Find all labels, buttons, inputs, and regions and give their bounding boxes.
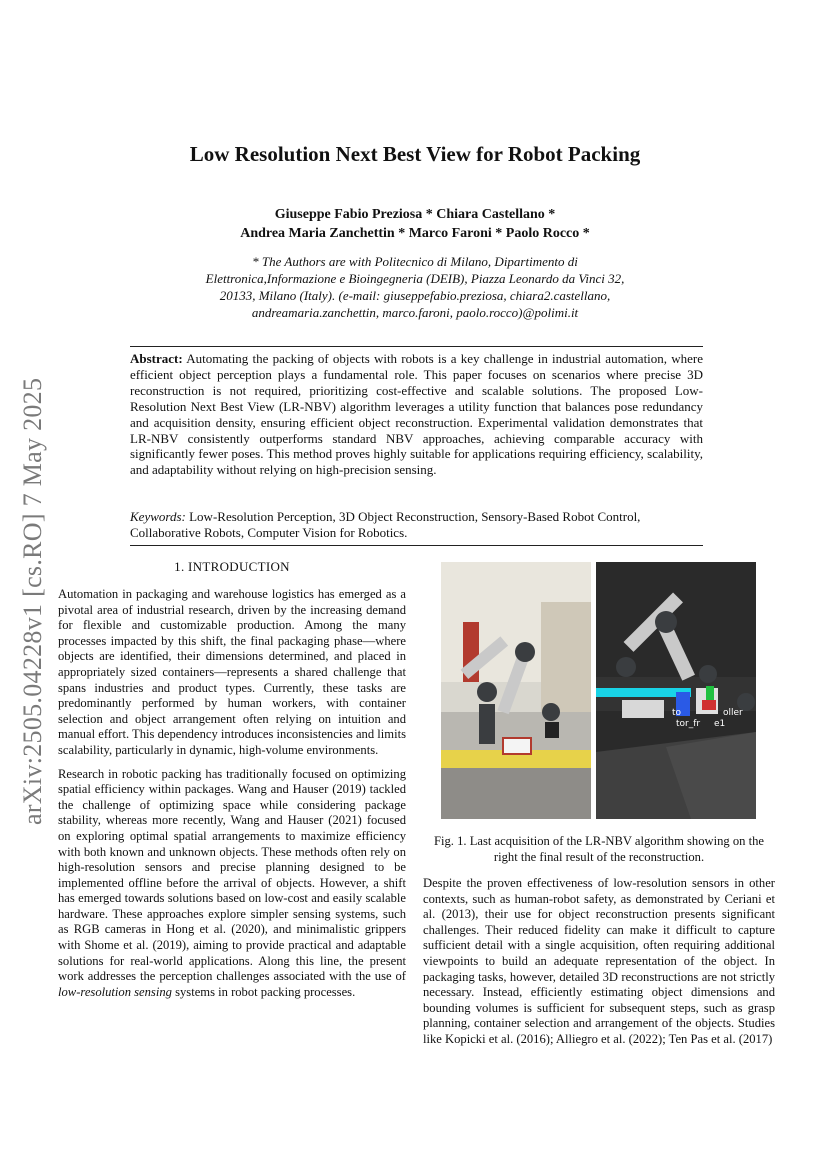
abstract-text: Automating the packing of objects with robots is a key challenge in industrial automation, where efficient object perception plays a fundamental role. This paper focuses on scenarios where precise 3D reconstruction is not required, prioritizing cost-effective and scalable solutions. The proposed Low-Resolution Next Best View (LR-NBV) algorithm leverages a utility function that balances pose redundancy and acquisition density, ensuring efficient object reconstruction. Experimental validation demonstrates that LR-NBV consistently outperforms standard NBV approaches, achieving comparable accuracy with significantly fewer poses. This method proves highly suitable for applications requiring efficiency, scalability, and adaptability without relying on high-precision sensing. bbox=[130, 351, 703, 478]
intro-paragraph-2-text: Research in robotic packing has traditionally focused on optimizing spatial efficiency within packages. Wang and Hauser (2019) tackled the challenge of optimizing space while considering package stability, whereas more recently, Wang and Hauser (2021) focused on exploring optimal spatial arrangements to maximize efficiency with both known and unknown objects. These methods often rely on high-resolution sensors and precise planning designed to be implemented offline before the arrival of objects. However, a shift has emerged towards solutions based on low-cost and easily scalable hardware. These approaches explore simpler sensing systems, such as RGB cameras in Hong et al. (2020), and minimalistic grippers with Shome et al. (2019), aiming to provide practical and adaptable solutions for real-world applications. Along this line, the present work addresses the perception challenges associated with the use of bbox=[58, 766, 406, 984]
paper-title: Low Resolution Next Best View for Robot Packing bbox=[189, 142, 641, 166]
author-list bbox=[150, 205, 680, 243]
figure-photo-robot bbox=[441, 562, 591, 819]
affiliation: * The Authors are with Politecnico di Milano, Dipartimento di Elettronica,Informazione e Bioingegneria (DEIB), Piazza Leonardo da Vinci 32, 20133, Milano (Italy). (e-mail: giuseppefabio.preziosa, chiara2.castellano, andreamaria.zanchettin, marco.faroni, paolo.rocco)@polimi.it bbox=[205, 254, 625, 320]
keywords-text: Low-Resolution Perception, 3D Object Reconstruction, Sensory-Based Robot Control, Collaborative Robots, Computer Vision for Robotics. bbox=[130, 509, 641, 540]
abstract-bottom-rule bbox=[130, 545, 703, 546]
author-line-1: Giuseppe Fabio Preziosa * Chiara Castellano * bbox=[274, 207, 556, 222]
abstract bbox=[130, 351, 703, 478]
abstract-label: Abstract: bbox=[130, 351, 183, 366]
intro-paragraph-1: Automation in packaging and warehouse logistics has emerged as a pivotal area of industrial research, driven by the increasing demand for flexible and customizable production. Among the many processes impacted by this shift, the final packaging phase—where objects are identified, their dimensions determined, and placed in appropriately sized containers—represents a shared challenge that spans industries and product types. Currently, these tasks are predominantly performed by human workers, with container selection and object arrangement often relying on intuition and manual effort. This dependency introduces inconsistencies and limits scalability, particularly in dynamic, high-volume environments. bbox=[58, 587, 406, 757]
right-column bbox=[423, 876, 775, 1056]
overlay-label-tor-fr: tor_fr bbox=[676, 719, 701, 729]
overlay-label-to: to bbox=[672, 708, 682, 718]
intro-paragraph-3: Despite the proven effectiveness of low-resolution sensors in other contexts, such as human-robot safety, as demonstrated by Ceriani et al. (2013), their use for object reconstruction presents significant challenges. Their reduced fidelity can make it difficult to capture sufficient detail with a single acquisition, often requiring additional viewpoints to build an adequate representation of the object. In packaging tasks, however, detailed 3D reconstructions are not strictly necessary. Instead, efficiently estimating object dimensions and bounding volumes is sufficient for subsequent steps, such as grasp planning, container selection and arrangement of the objects. Studies like Kopicki et al. (2016); Alliegro et al. (2022); Ten Pas et al. (2017) bbox=[423, 876, 775, 1046]
left-column bbox=[58, 587, 406, 1008]
low-resolution-sensing-emphasis: low-resolution sensing bbox=[58, 984, 172, 999]
figure-reconstruction-render bbox=[596, 562, 756, 819]
overlay-label-oller: oller bbox=[723, 708, 743, 718]
abstract-top-rule bbox=[130, 346, 703, 347]
overlay-label-e1: e1 bbox=[714, 719, 726, 729]
author-line-2: Andrea Maria Zanchettin * Marco Faroni * Paolo Rocco * bbox=[240, 226, 590, 241]
figure-caption: Fig. 1. Last acquisition of the LR-NBV algorithm showing on the right the final result of the reconstruction. bbox=[434, 834, 764, 864]
keywords bbox=[130, 509, 703, 541]
section-heading: 1. INTRODUCTION bbox=[174, 559, 290, 574]
intro-paragraph-2 bbox=[58, 767, 406, 1001]
arxiv-side-stamp: arXiv:2505.04228v1 [cs.RO] 7 May 2025 bbox=[18, 377, 47, 825]
keywords-label: Keywords: bbox=[130, 509, 186, 524]
intro-paragraph-2-end: systems in robot packing processes. bbox=[175, 984, 356, 999]
